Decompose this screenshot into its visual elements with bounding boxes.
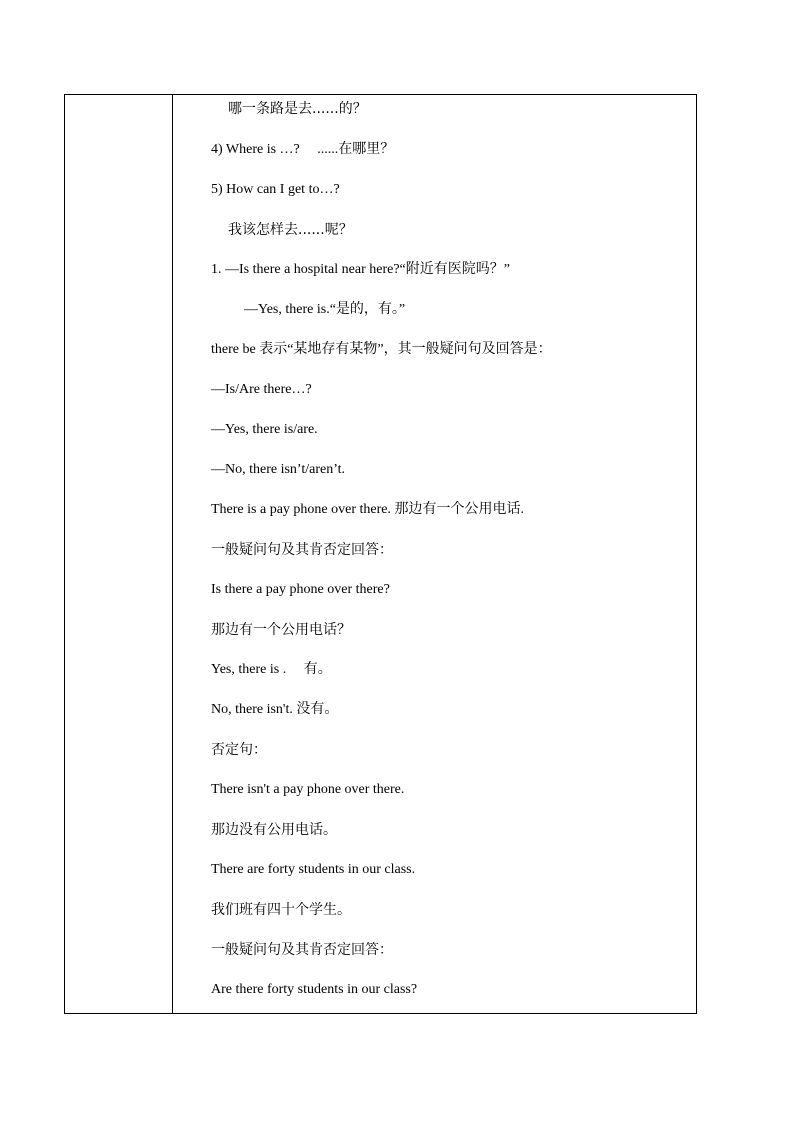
- left-column-cell: [65, 95, 173, 1013]
- text-line-where-is: 4) Where is …? ......在哪里？: [211, 142, 395, 157]
- text-line-hospital-answer: —Yes, there is.“是的，有。”: [244, 302, 406, 317]
- text-line-route-question: 哪一条路是去......的？: [228, 101, 367, 117]
- text-line-pay-phone-statement: There is a pay phone over there. 那边有一个公用电话.: [211, 502, 524, 517]
- text-line-is-are-there: —Is/Are there…?: [211, 382, 312, 397]
- right-column-cell: [173, 95, 696, 1013]
- text-line-forty-students: There are forty students in our class.: [211, 862, 416, 877]
- text-line-negative-heading: 否定句：: [211, 742, 267, 758]
- text-line-pay-phone-question-zh: 那边有一个公用电话？: [211, 622, 351, 638]
- text-line-how-can-i-get-to: 5) How can I get to…?: [211, 182, 340, 197]
- text-line-question-heading-1: 一般疑问句及其肯否定回答：: [211, 542, 393, 558]
- text-line-yes-there-is: Yes, there is . 有。: [211, 662, 332, 677]
- text-line-negative-statement-zh: 那边没有公用电话。: [211, 822, 337, 838]
- text-line-forty-students-zh: 我们班有四十个学生。: [211, 902, 351, 918]
- text-line-negative-statement: There isn't a pay phone over there.: [211, 782, 405, 797]
- text-line-question-heading-2: 一般疑问句及其肯否定回答：: [211, 942, 393, 958]
- text-line-there-be-explanation: there be 表示“某地存有某物”，其一般疑问句及回答是：: [211, 342, 552, 357]
- text-line-pay-phone-question: Is there a pay phone over there?: [211, 582, 390, 597]
- text-line-yes-answer: —Yes, there is/are.: [211, 422, 318, 437]
- text-line-no-answer: —No, there isn’t/aren’t.: [211, 462, 346, 477]
- text-line-no-there-isnt: No, there isn't. 没有。: [211, 702, 339, 717]
- text-line-hospital-question: 1. —Is there a hospital near here?“附近有医院吗？”: [211, 262, 510, 277]
- text-line-forty-students-question: Are there forty students in our class?: [211, 982, 418, 997]
- text-line-how-to-go: 我该怎样去......呢？: [228, 222, 353, 238]
- lesson-table: [64, 94, 697, 1014]
